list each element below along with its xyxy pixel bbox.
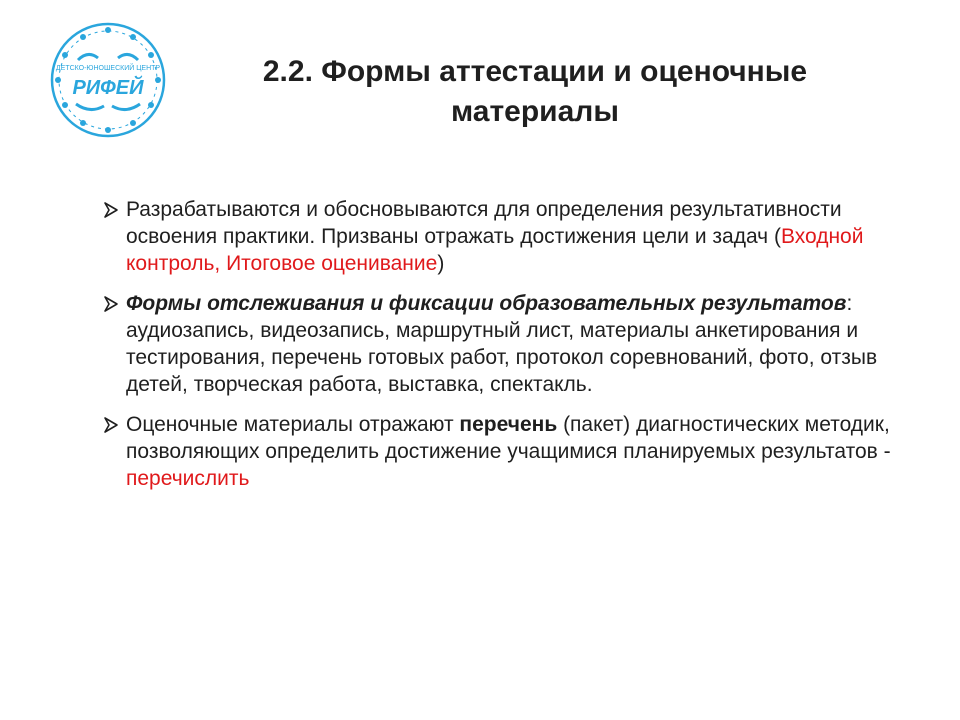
bullet-2-text: : аудиозапись, видеозапись, маршрутный лист, материалы анкетирования и тестирования, перечень готовых работ, протокол соревнований, фото, отзыв детей, творческая работа, выставка, спектакль. — [126, 292, 878, 396]
bullet-2-heading: Формы отслеживания и фиксации образовательных результатов — [126, 292, 847, 315]
arrow-bullet-icon — [102, 416, 120, 434]
bullet-list — [100, 196, 900, 505]
bullet-3-text-cont: (пакет) диагностических методик, позволяющих определить достижение учащимися планируемых результатов - — [126, 413, 891, 463]
arrow-bullet-icon — [102, 295, 120, 313]
arrow-bullet-icon — [102, 201, 120, 219]
bullet-item-1 — [100, 196, 900, 277]
bullet-1-red-text: Входной контроль, Итоговое оценивание — [126, 225, 864, 275]
bullet-3-text: Оценочные материалы отражают — [126, 413, 460, 436]
bullet-item-2 — [100, 290, 900, 398]
bullet-item-3 — [100, 411, 900, 492]
title-line-2: материалы — [451, 95, 619, 128]
logo-center-text: РИФЕЙ — [72, 77, 144, 99]
bullet-3-bold-word: перечень — [459, 413, 558, 436]
bullet-3-red-text: перечислить — [126, 467, 250, 490]
bullet-1-closing: ) — [437, 252, 445, 275]
bullet-1-text: Разрабатываются и обосновываются для определения результативности освоения практики. Призваны отражать достижения цели и задач ( — [126, 198, 842, 248]
organization-logo — [48, 20, 168, 140]
slide-title — [190, 52, 880, 132]
logo-ring-text: ДЕТСКО-ЮНОШЕСКИЙ ЦЕНТР — [55, 65, 161, 72]
title-line-1: 2.2. Формы аттестации и оценочные — [262, 55, 808, 88]
